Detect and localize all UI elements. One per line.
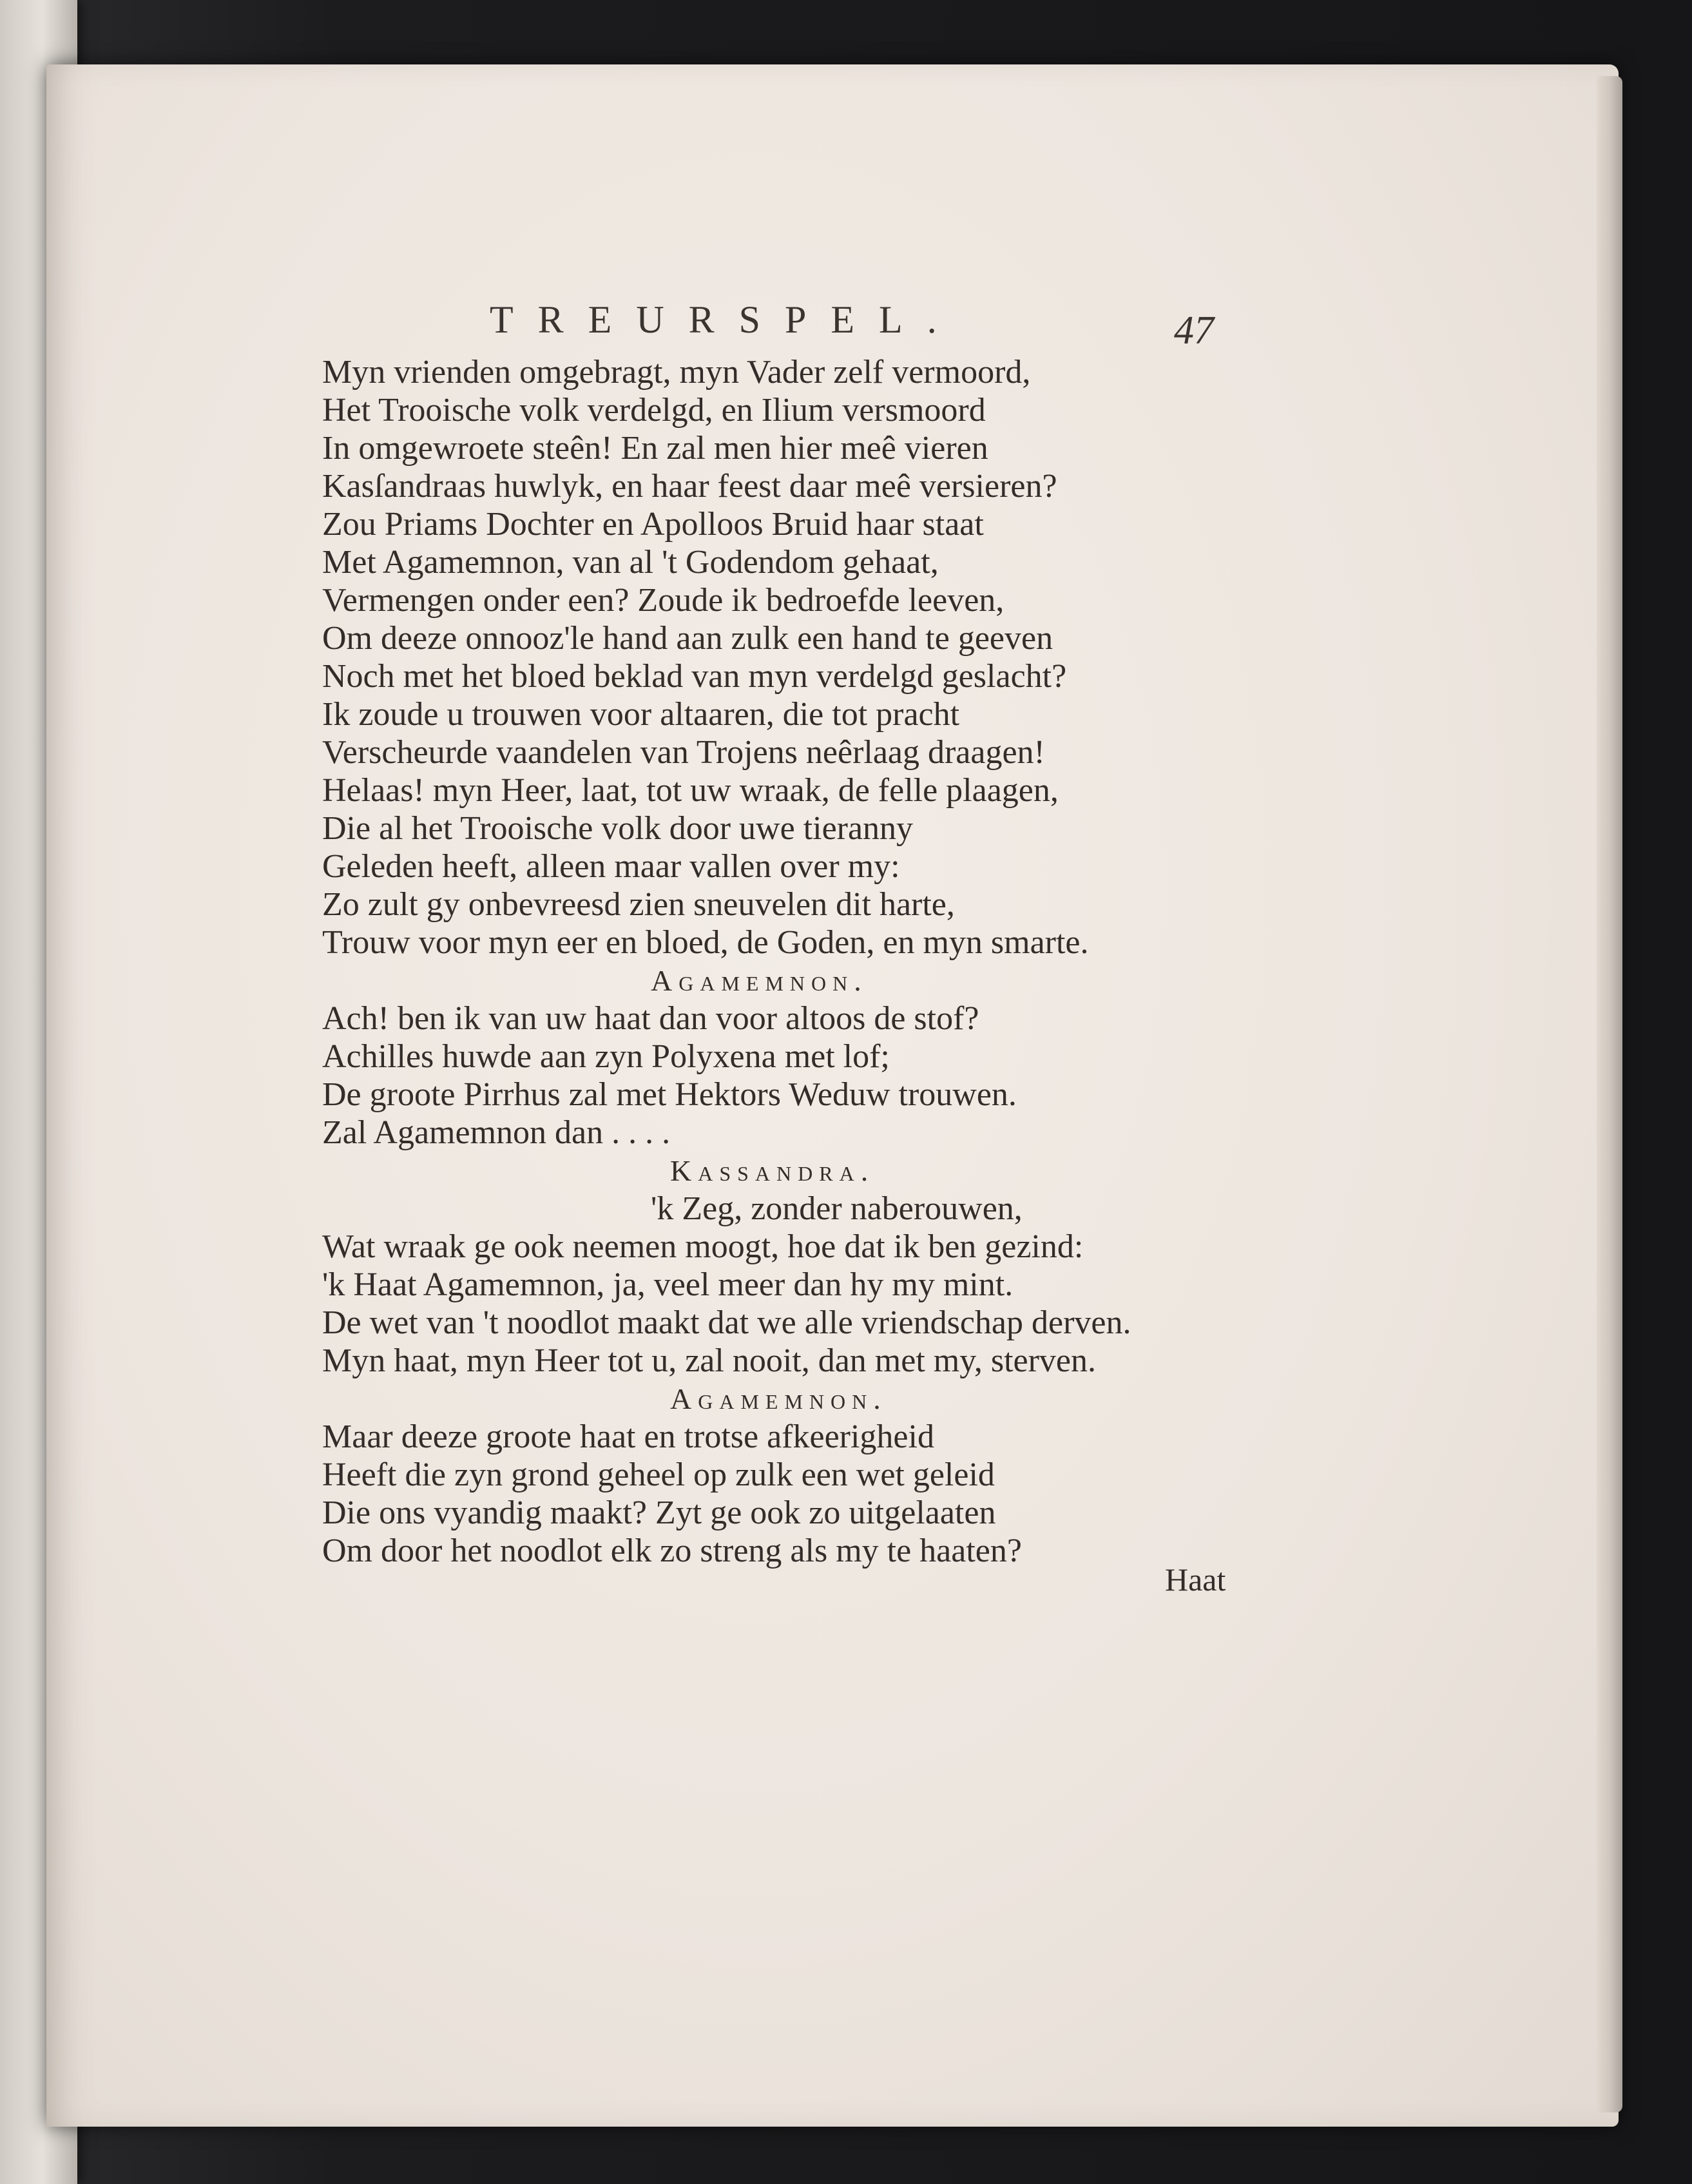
verse-line: Helaas! myn Heer, laat, tot uw wraak, de felle plaagen,: [322, 772, 1059, 809]
verse-line: Heeft die zyn grond geheel op zulk een wet geleid: [322, 1456, 995, 1493]
verse-line: De wet van 't noodlot maakt dat we alle vriendschap derven.: [322, 1304, 1131, 1341]
verse-line: Myn vrienden omgebragt, myn Vader zelf vermoord,: [322, 354, 1031, 391]
verse-line: Die ons vyandig maakt? Zyt ge ook zo uitgelaaten: [322, 1494, 996, 1531]
verse-line: Myn haat, myn Heer tot u, zal nooit, dan met my, sterven.: [322, 1342, 1097, 1379]
verse-line: Wat wraak ge ook neemen moogt, hoe dat ik ben gezind:: [322, 1228, 1084, 1265]
catchword: Haat: [1165, 1561, 1226, 1598]
speaker-heading: Kassandra.: [670, 1154, 875, 1187]
verse-line: Trouw voor myn eer en bloed, de Goden, en myn smarte.: [322, 924, 1089, 961]
verse-line: Vermengen onder een? Zoude ik bedroefde leeven,: [322, 582, 1005, 619]
speaker-heading: Agamemnon.: [651, 964, 868, 997]
verse-line: Kasſandraas huwlyk, en haar feest daar meê versieren?: [322, 468, 1057, 505]
verse-line: De groote Pirrhus zal met Hektors Weduw trouwen.: [322, 1076, 1017, 1113]
verse-line: Het Trooische volk verdelgd, en Ilium versmoord: [322, 392, 986, 429]
verse-line: Om deeze onnooz'le hand aan zulk een hand te geeven: [322, 620, 1053, 657]
verse-line: 'k Zeg, zonder naberouwen,: [651, 1190, 1023, 1227]
verse-line: Noch met het bloed beklad van myn verdelgd geslacht?: [322, 658, 1067, 695]
verse-line: Die al het Trooische volk door uwe tieranny: [322, 810, 914, 847]
verse-line: 'k Haat Agamemnon, ja, veel meer dan hy my mint.: [322, 1266, 1014, 1303]
verse-line: Ach! ben ik van uw haat dan voor altoos de stof?: [322, 1000, 979, 1037]
speaker-heading: Agamemnon.: [670, 1382, 887, 1415]
verse-line: Zou Priams Dochter en Apolloos Bruid haar staat: [322, 506, 984, 543]
verse-line: Met Agamemnon, van al 't Godendom gehaat,: [322, 544, 939, 581]
verse-line: Maar deeze groote haat en trotse afkeerigheid: [322, 1418, 934, 1455]
page-fore-edge: [1597, 76, 1622, 2112]
verse-line: In omgewroete steên! En zal men hier meê vieren: [322, 430, 988, 467]
verse-line: Verscheurde vaandelen van Trojens neêrlaag draagen!: [322, 734, 1045, 771]
running-head: TREURSPEL.: [490, 298, 961, 341]
verse-line: Achilles huwde aan zyn Polyxena met lof;: [322, 1038, 890, 1075]
page-number: 47: [1174, 309, 1214, 353]
verse-line: Om door het noodlot elk zo streng als my te haaten?: [322, 1532, 1022, 1569]
verse-line: Zo zult gy onbevreesd zien sneuvelen dit harte,: [322, 886, 955, 923]
verse-line: Geleden heeft, alleen maar vallen over my:: [322, 848, 900, 885]
verse-line: Ik zoude u trouwen voor altaaren, die tot pracht: [322, 696, 960, 733]
verse-line: Zal Agamemnon dan . . . .: [322, 1114, 671, 1151]
verse-block: [322, 353, 1276, 1570]
